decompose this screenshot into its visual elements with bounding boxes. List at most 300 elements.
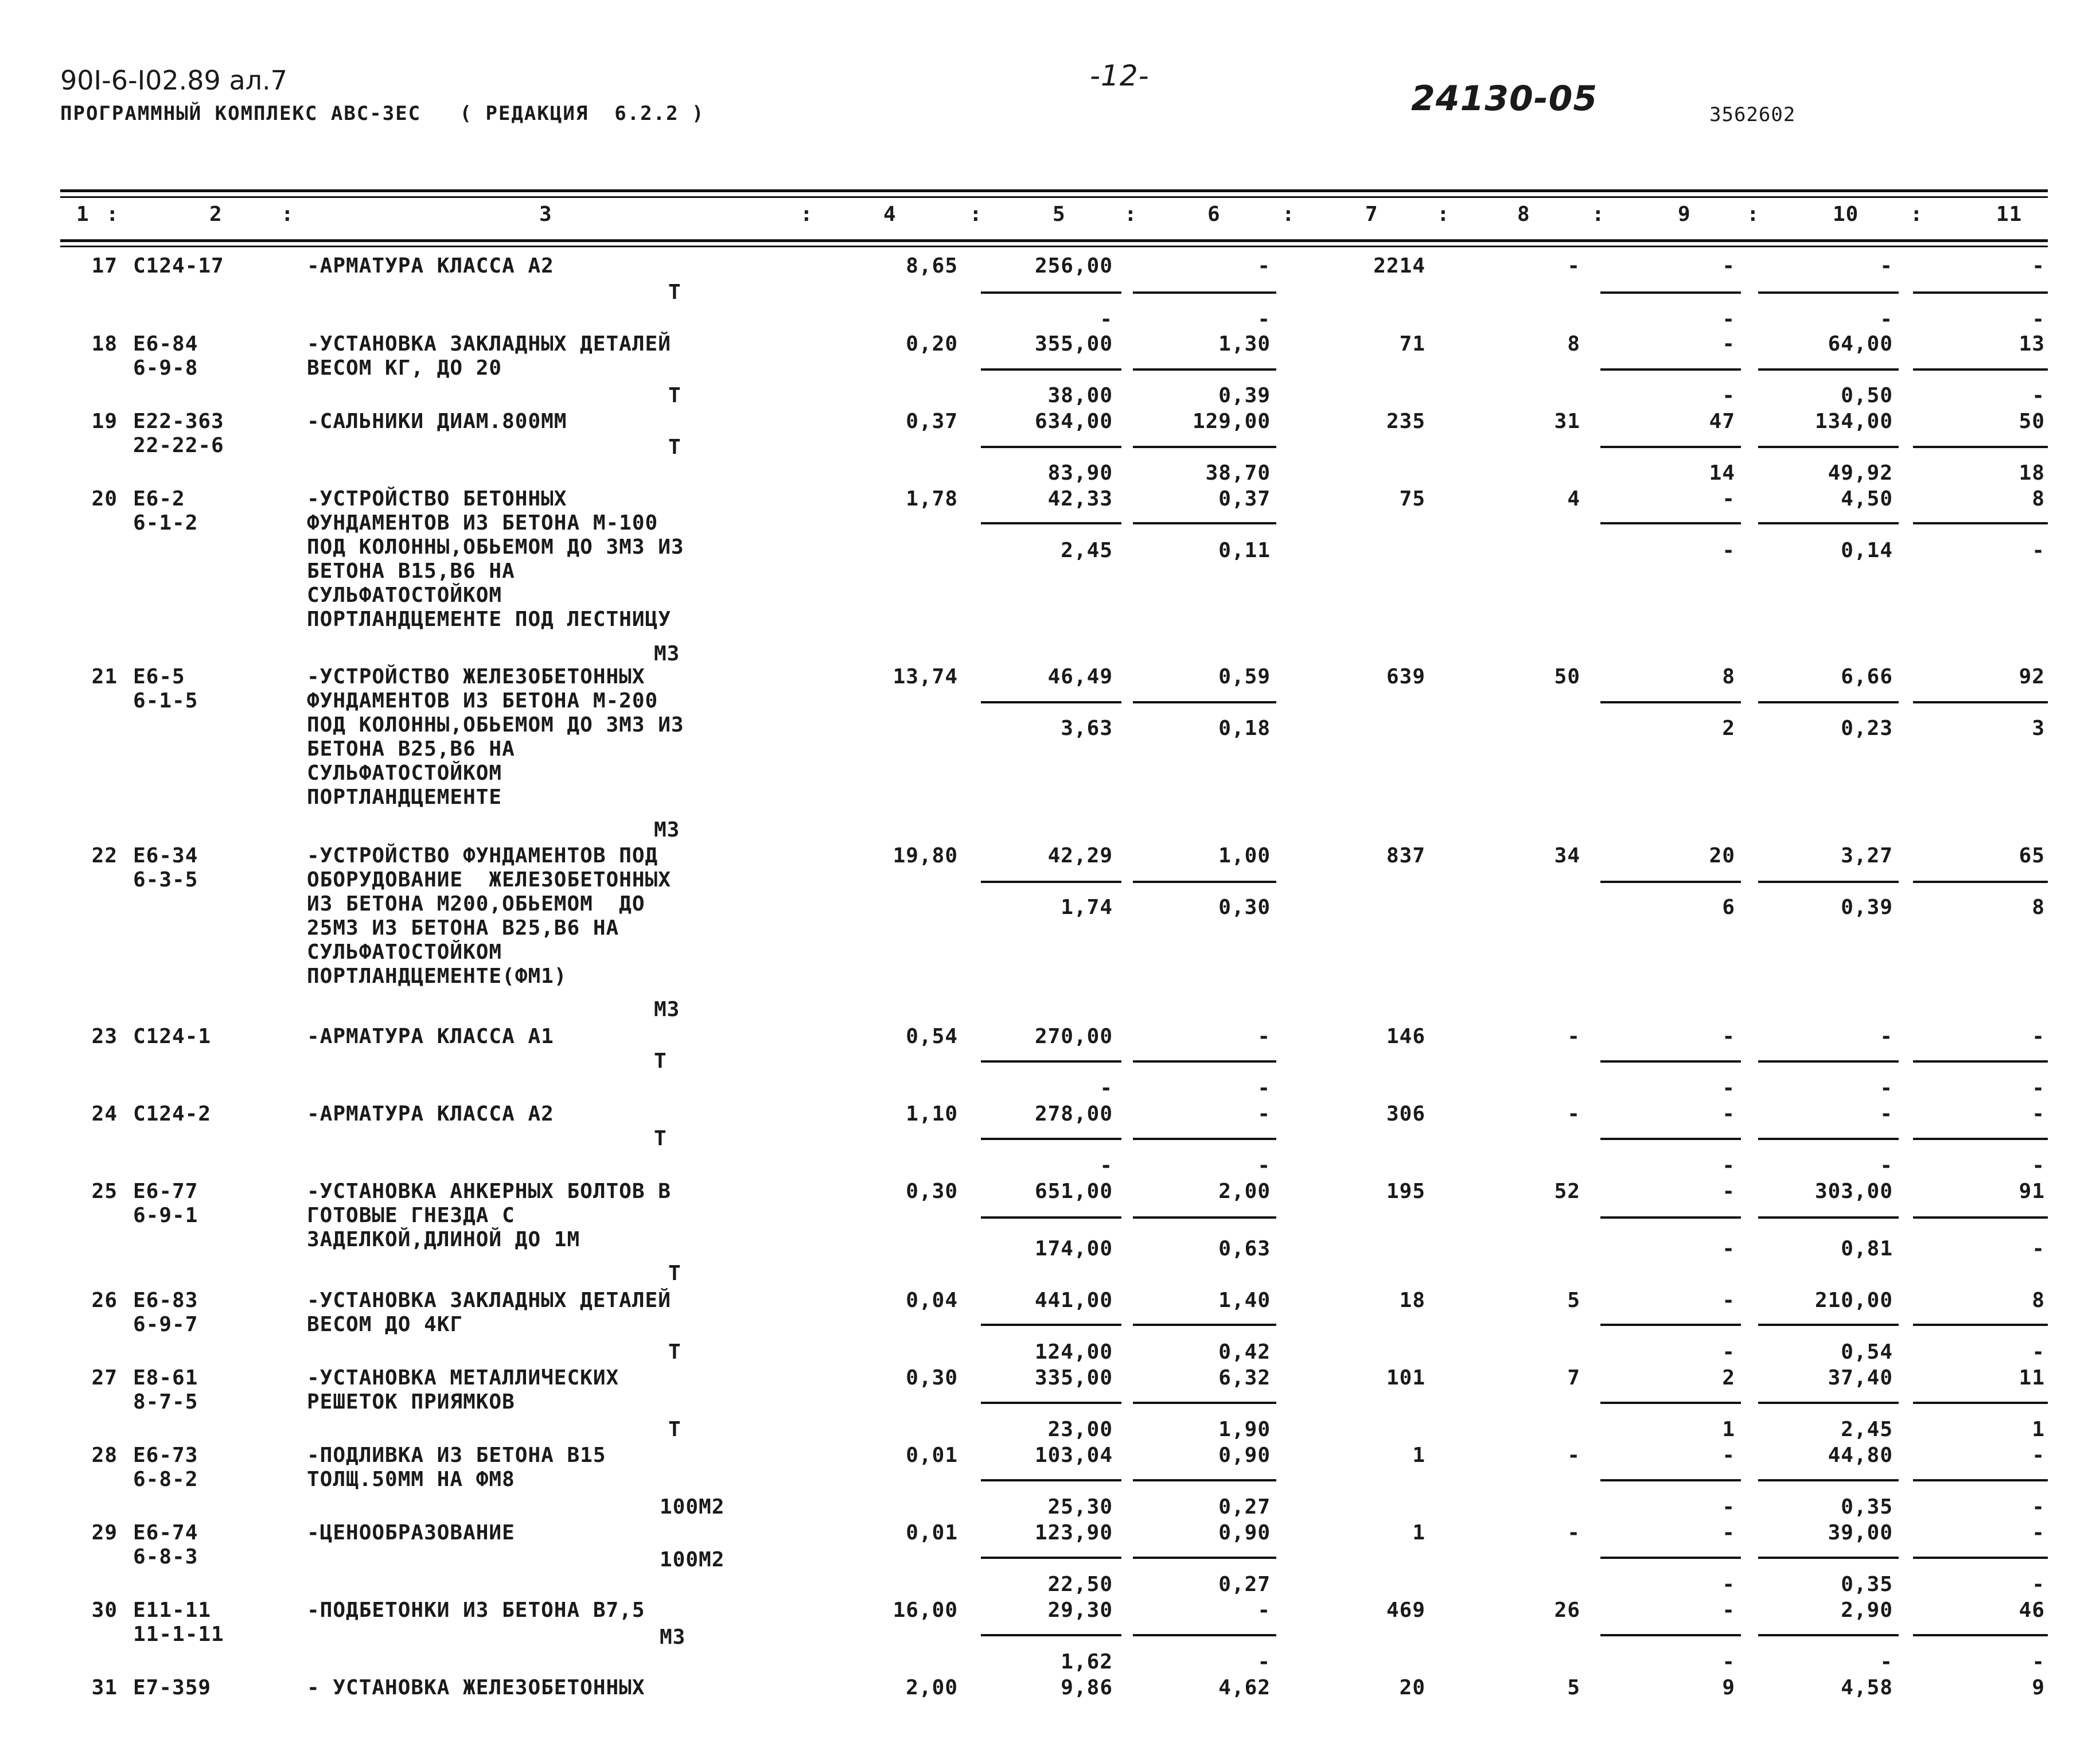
row-description: ИЗ БЕТОНА М200,ОБЬЕМОМ ДО [307,892,645,916]
row-unit: Т [654,1127,667,1150]
col10-top: 64,00 [1828,332,1893,356]
fraction-rule [1600,1138,1741,1140]
col9-top: - [1722,487,1735,511]
col9-bottom: - [1722,1650,1735,1674]
col8-cell: - [1567,254,1580,278]
fraction-rule [1600,1216,1741,1219]
row-code: Е7-359 [133,1676,212,1699]
col11-bottom: - [2032,539,2045,562]
fraction-rule [1600,1402,1741,1404]
row-unit: Т [668,1340,681,1364]
col9-top: 8 [1722,665,1735,689]
col7-cell: 75 [1399,487,1425,511]
fraction-rule [1913,1060,2048,1063]
col5-bottom: 23,00 [1047,1418,1113,1441]
row-description: ПОРТЛАНДЦЕМЕНТЕ(ФМ1) [307,964,567,988]
handwritten-code: 24130-05 [1411,79,1598,119]
col6-top: 0,59 [1218,665,1271,689]
header-bottom-rule-2 [60,246,2048,247]
row-number: 19 [91,410,118,433]
fraction-rule [1133,446,1276,448]
row-description: ПОД КОЛОННЫ,ОБЬЕМОМ ДО 3М3 ИЗ [307,535,684,559]
col6-top: 2,00 [1218,1180,1271,1203]
col6-top: - [1257,1598,1271,1622]
fraction-rule [1600,881,1741,883]
qty-cell: 1,78 [906,487,958,511]
fraction-rule [1133,368,1276,371]
col5-bottom: 1,74 [1061,896,1113,919]
fraction-rule [1913,881,2048,883]
fraction-rule [1133,1216,1276,1219]
column-header: 4 [883,203,897,226]
fraction-rule [1758,291,1899,294]
fraction-rule [981,1138,1121,1140]
column-header: 2 [209,203,223,226]
fraction-rule [1133,1634,1276,1636]
qty-cell: 19,80 [893,844,958,868]
col8-cell: 5 [1567,1676,1580,1699]
col10-top: 3,27 [1841,844,1893,868]
col10-bottom: 0,81 [1841,1237,1893,1261]
col6-top: 1,00 [1218,844,1271,868]
fraction-rule [1913,1216,2048,1219]
col11-bottom: - [2032,308,2045,331]
col10-top: 134,00 [1814,410,1893,433]
fraction-rule [1758,1402,1899,1404]
col10-bottom: 49,92 [1828,461,1893,485]
col9-top: - [1722,254,1735,278]
row-description: -САЛЬНИКИ ДИАМ.800ММ [307,410,567,433]
col6-bottom: 0,42 [1218,1340,1271,1364]
fraction-rule [1600,1557,1741,1559]
col8-cell: 8 [1567,332,1580,356]
qty-cell: 16,00 [893,1598,958,1622]
column-separator: : [106,203,119,226]
col10-top: - [1880,1025,1893,1048]
col5-top: 42,33 [1047,487,1113,511]
col11-top: 8 [2032,1289,2045,1312]
col6-bottom: 0,27 [1218,1573,1271,1596]
col5-top: 46,49 [1047,665,1113,689]
row-description: - УСТАНОВКА ЖЕЛЕЗОБЕТОННЫХ [307,1676,645,1699]
row-description: СУЛЬФАТОСТОЙКОМ [307,761,502,785]
col8-cell: 50 [1554,665,1580,689]
row-number: 27 [91,1366,118,1390]
col11-top: 91 [2019,1180,2045,1203]
col6-bottom: - [1257,1650,1271,1674]
qty-cell: 1,10 [906,1102,958,1126]
row-description: СУЛЬФАТОСТОЙКОМ [307,584,502,607]
row-code: 6-9-7 [133,1313,198,1336]
fraction-rule [981,291,1121,294]
row-code: 6-1-2 [133,511,198,535]
fraction-rule [981,446,1121,448]
col11-top: 8 [2032,487,2045,511]
row-description: БЕТОНА В15,В6 НА [307,559,515,583]
col7-cell: 18 [1399,1289,1425,1312]
row-code: Е6-73 [133,1444,198,1467]
fraction-rule [981,701,1121,703]
fraction-rule [981,1402,1121,1404]
row-description: ЗАДЕЛКОЙ,ДЛИНОЙ ДО 1М [307,1228,580,1251]
fraction-rule [1600,1634,1741,1636]
col9-top: - [1722,1444,1735,1467]
col9-bottom: - [1722,539,1735,562]
fraction-rule [1133,1138,1276,1140]
fraction-rule [981,1479,1121,1481]
col7-cell: 101 [1386,1366,1425,1390]
row-number: 25 [91,1180,118,1203]
row-number: 28 [91,1444,118,1467]
row-code: Е6-2 [133,487,185,511]
fraction-rule [1913,368,2048,371]
col11-top: 9 [2032,1676,2045,1699]
col6-top: - [1257,254,1271,278]
col5-top: 123,90 [1034,1521,1113,1545]
col11-bottom: - [2032,1237,2045,1261]
col9-top: - [1722,332,1735,356]
qty-cell: 0,54 [906,1025,958,1048]
col11-top: 11 [2019,1366,2045,1390]
fraction-rule [1913,522,2048,524]
col6-bottom: - [1257,308,1271,331]
col10-bottom: 0,35 [1841,1573,1893,1596]
col5-bottom: 2,45 [1061,539,1113,562]
col9-top: - [1722,1180,1735,1203]
fraction-rule [981,1216,1121,1219]
col5-top: 651,00 [1034,1180,1113,1203]
row-description: БЕТОНА В25,В6 НА [307,737,515,761]
col5-bottom: - [1100,308,1113,331]
col9-top: - [1722,1289,1735,1312]
col6-bottom: 0,11 [1218,539,1271,562]
row-code: С124-1 [133,1025,212,1048]
col6-bottom: - [1257,1154,1271,1177]
row-number: 22 [91,844,118,868]
row-code: Е6-84 [133,332,198,356]
row-description: -УСТАНОВКА ЗАКЛАДНЫХ ДЕТАЛЕЙ [307,332,671,356]
col5-top: 103,04 [1034,1444,1113,1467]
col7-cell: 837 [1386,844,1425,868]
fraction-rule [1913,701,2048,703]
column-header: 8 [1517,203,1530,226]
col11-bottom: - [2032,1340,2045,1364]
col9-bottom: - [1722,1154,1735,1177]
fraction-rule [1758,701,1899,703]
fraction-rule [1133,1557,1276,1559]
row-number: 26 [91,1289,118,1312]
table-top-rule-2 [60,196,2048,198]
row-description: -УСТАНОВКА ЗАКЛАДНЫХ ДЕТАЛЕЙ [307,1289,671,1312]
col6-top: 4,62 [1218,1676,1271,1699]
col9-bottom: 6 [1722,896,1735,919]
row-description: ФУНДАМЕНТОВ ИЗ БЕТОНА М-100 [307,511,659,535]
fraction-rule [1913,1138,2048,1140]
col9-bottom: 1 [1722,1418,1735,1441]
col9-bottom: - [1722,384,1735,407]
col5-bottom: 83,90 [1047,461,1113,485]
fraction-rule [1758,446,1899,448]
column-header: 6 [1207,203,1221,226]
col9-bottom: - [1722,1340,1735,1364]
col11-bottom: - [2032,1076,2045,1100]
row-number: 29 [91,1521,118,1545]
fraction-rule [1600,1479,1741,1481]
col10-bottom: - [1880,1650,1893,1674]
row-unit: Т [668,281,681,304]
column-header: 10 [1833,203,1859,226]
row-unit: 100М2 [660,1548,725,1572]
col10-bottom: - [1880,308,1893,331]
col7-cell: 20 [1399,1676,1425,1699]
fraction-rule [1600,446,1741,448]
column-header: 7 [1365,203,1378,226]
col10-bottom: 0,35 [1841,1495,1893,1519]
column-separator: : [1124,203,1137,226]
row-description: -ПОДЛИВКА ИЗ БЕТОНА В15 [307,1444,606,1467]
col6-bottom: 0,39 [1218,384,1271,407]
col10-top: 37,40 [1828,1366,1893,1390]
sheet-code: 3562602 [1709,103,1796,126]
row-description: 25М3 ИЗ БЕТОНА В25,В6 НА [307,916,620,940]
col10-top: 6,66 [1841,665,1893,689]
fraction-rule [981,1060,1121,1063]
column-separator: : [1437,203,1450,226]
col5-bottom: - [1100,1154,1113,1177]
row-code: Е6-5 [133,665,185,689]
col8-cell: - [1567,1444,1580,1467]
col9-bottom: - [1722,1495,1735,1519]
col11-bottom: - [2032,1495,2045,1519]
row-description: ПОРТЛАНДЦЕМЕНТЕ [307,785,502,809]
col10-bottom: 0,39 [1841,896,1893,919]
row-unit: Т [668,1262,681,1285]
col11-top: - [2032,1444,2045,1467]
fraction-rule [1758,1138,1899,1140]
col5-bottom: 3,63 [1061,717,1113,740]
col5-top: 355,00 [1034,332,1113,356]
col9-bottom: - [1722,1573,1735,1596]
col6-bottom: - [1257,1076,1271,1100]
qty-cell: 0,37 [906,410,958,433]
fraction-rule [1600,1060,1741,1063]
col5-top: 29,30 [1047,1598,1113,1622]
col8-cell: 52 [1554,1180,1580,1203]
col5-top: 634,00 [1034,410,1113,433]
col10-bottom: 2,45 [1841,1418,1893,1441]
fraction-rule [1758,881,1899,883]
col11-top: - [2032,1521,2045,1545]
col5-top: 9,86 [1061,1676,1113,1699]
col10-top: - [1880,1102,1893,1126]
header-bottom-rule [60,239,2048,242]
row-code: 6-9-1 [133,1204,198,1227]
table-top-rule [60,189,2048,192]
fraction-rule [1758,1479,1899,1481]
col6-bottom: 1,90 [1218,1418,1271,1441]
qty-cell: 0,01 [906,1444,958,1467]
program-title: ПРОГРАММНЫЙ КОМПЛЕКС АВС-3ЕС ( РЕДАКЦИЯ 6.2.2 ) [60,102,705,125]
col7-cell: 2214 [1373,254,1425,278]
col10-top: 44,80 [1828,1444,1893,1467]
col11-bottom: - [2032,1573,2045,1596]
col9-top: 20 [1709,844,1735,868]
column-separator: : [1910,203,1923,226]
fraction-rule [1913,446,2048,448]
col11-bottom: - [2032,1650,2045,1674]
col6-top: 1,30 [1218,332,1271,356]
fraction-rule [1133,522,1276,524]
col5-bottom: - [1100,1076,1113,1100]
row-description: -УСТАНОВКА МЕТАЛЛИЧЕСКИХ [307,1366,620,1390]
fraction-rule [1758,1557,1899,1559]
fraction-rule [1133,1479,1276,1481]
row-code: Е11-11 [133,1598,212,1622]
row-number: 31 [91,1676,118,1699]
col8-cell: 34 [1554,844,1580,868]
col9-top: - [1722,1598,1735,1622]
fraction-rule [1758,1216,1899,1219]
row-description: ПОД КОЛОННЫ,ОБЬЕМОМ ДО 3М3 ИЗ [307,713,684,737]
col9-bottom: - [1722,1076,1735,1100]
col10-top: 303,00 [1814,1180,1893,1203]
col6-top: - [1257,1102,1271,1126]
col7-cell: 1 [1412,1444,1425,1467]
col11-bottom: 18 [2019,461,2045,485]
col10-bottom: 0,50 [1841,384,1893,407]
row-number: 30 [91,1598,118,1622]
fraction-rule [981,1324,1121,1326]
row-code: Е6-74 [133,1521,198,1545]
qty-cell: 2,00 [906,1676,958,1699]
col7-cell: 639 [1386,665,1425,689]
qty-cell: 0,30 [906,1366,958,1390]
row-code: 6-1-5 [133,689,198,713]
row-code: Е6-77 [133,1180,198,1203]
row-description: -УСТРОЙСТВО БЕТОННЫХ [307,487,567,511]
col5-bottom: 38,00 [1047,384,1113,407]
fraction-rule [1758,368,1899,371]
row-description: -АРМАТУРА КЛАССА А2 [307,1102,554,1126]
col7-cell: 235 [1386,410,1425,433]
col10-bottom: 0,23 [1841,717,1893,740]
row-code: 6-8-2 [133,1468,198,1491]
row-description: -ПОДБЕТОНКИ ИЗ БЕТОНА В7,5 [307,1598,645,1622]
col10-top: 210,00 [1814,1289,1893,1312]
row-code: 11-1-11 [133,1623,224,1646]
row-description: РЕШЕТОК ПРИЯМКОВ [307,1390,515,1414]
row-description: -ЦЕНООБРАЗОВАНИЕ [307,1521,515,1545]
fraction-rule [1600,1324,1741,1326]
col11-bottom: 3 [2032,717,2045,740]
row-description: ОБОРУДОВАНИЕ ЖЕЛЕЗОБЕТОННЫХ [307,868,671,892]
col10-top: 2,90 [1841,1598,1893,1622]
row-code: 8-7-5 [133,1390,198,1414]
col10-bottom: 0,14 [1841,539,1893,562]
row-code: Е22-363 [133,410,224,433]
col11-top: - [2032,254,2045,278]
col9-top: - [1722,1025,1735,1048]
col7-cell: 71 [1399,332,1425,356]
row-number: 21 [91,665,118,689]
row-description: СУЛЬФАТОСТОЙКОМ [307,940,502,964]
fraction-rule [981,881,1121,883]
col6-top: 129,00 [1192,410,1271,433]
row-description: -АРМАТУРА КЛАССА А1 [307,1025,554,1048]
fraction-rule [1133,1402,1276,1404]
fraction-rule [1758,1060,1899,1063]
col11-top: 50 [2019,410,2045,433]
col10-top: 4,50 [1841,487,1893,511]
qty-cell: 8,65 [906,254,958,278]
col11-top: 46 [2019,1598,2045,1622]
row-unit: Т [668,384,681,407]
fraction-rule [1600,291,1741,294]
col11-top: 92 [2019,665,2045,689]
col11-bottom: 1 [2032,1418,2045,1441]
fraction-rule [1133,701,1276,703]
col5-top: 335,00 [1034,1366,1113,1390]
col5-top: 42,29 [1047,844,1113,868]
row-description: ТОЛЩ.50ММ НА ФМ8 [307,1468,515,1491]
col6-top: 0,37 [1218,487,1271,511]
row-description: -УСТРОЙСТВО ФУНДАМЕНТОВ ПОД [307,844,659,868]
fraction-rule [1913,1479,2048,1481]
row-code: С124-17 [133,254,224,278]
fraction-rule [1133,1324,1276,1326]
qty-cell: 0,04 [906,1289,958,1312]
fraction-rule [1600,701,1741,703]
col8-cell: 31 [1554,410,1580,433]
col5-bottom: 174,00 [1034,1237,1113,1261]
row-code: С124-2 [133,1102,212,1126]
fraction-rule [1758,1324,1899,1326]
col8-cell: 5 [1567,1289,1580,1312]
fraction-rule [1758,522,1899,524]
col6-top: 0,90 [1218,1444,1271,1467]
col9-bottom: 14 [1709,461,1735,485]
col5-bottom: 124,00 [1034,1340,1113,1364]
qty-cell: 0,01 [906,1521,958,1545]
col11-bottom: 8 [2032,896,2045,919]
row-description: ФУНДАМЕНТОВ ИЗ БЕТОНА М-200 [307,689,659,713]
col9-bottom: - [1722,308,1735,331]
col7-cell: 146 [1386,1025,1425,1048]
col8-cell: - [1567,1025,1580,1048]
row-code: Е8-61 [133,1366,198,1390]
col10-bottom: - [1880,1076,1893,1100]
col5-top: 278,00 [1034,1102,1113,1126]
row-number: 18 [91,332,118,356]
column-header: 1 [76,203,89,226]
fraction-rule [1133,881,1276,883]
fraction-rule [981,368,1121,371]
col9-top: 47 [1709,410,1735,433]
col11-bottom: - [2032,1154,2045,1177]
row-number: 20 [91,487,118,511]
col5-top: 270,00 [1034,1025,1113,1048]
col5-bottom: 1,62 [1061,1650,1113,1674]
col6-top: 6,32 [1218,1366,1271,1390]
col9-top: 2 [1722,1366,1735,1390]
col10-top: - [1880,254,1893,278]
fraction-rule [1913,1402,2048,1404]
col10-bottom: - [1880,1154,1893,1177]
qty-cell: 13,74 [893,665,958,689]
col6-bottom: 0,30 [1218,896,1271,919]
col10-top: 4,58 [1841,1676,1893,1699]
row-unit: М3 [654,642,680,666]
